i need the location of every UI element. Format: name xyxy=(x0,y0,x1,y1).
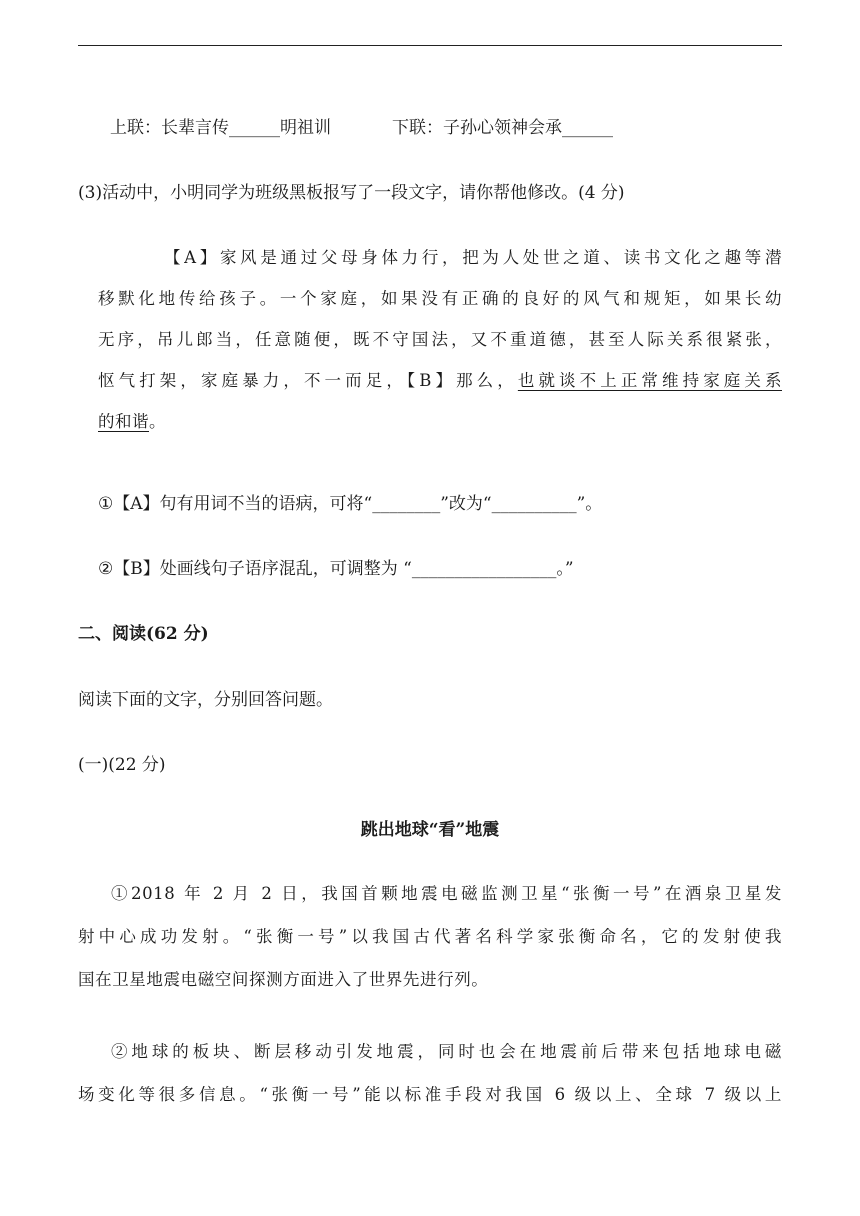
part-1-label: (一)(22 分) xyxy=(78,755,166,775)
couplet-upper: 上联：长辈言传______明祖训 xyxy=(110,118,331,138)
article-p1-line-3: 国在卫星地震电磁空间探测方面进入了世界先进行列。 xyxy=(78,970,489,989)
article-paragraph-2-cont xyxy=(78,1073,782,1116)
sub-question-2: ②【B】处画线句子语序混乱，可调整为 “_________________。” xyxy=(98,559,574,579)
passage-line-2: 移默化地传给孩子。一个家庭，如果没有正确的良好的风气和规矩，如果长幼 xyxy=(98,289,782,308)
article-title: 跳出地球“看”地震 xyxy=(360,820,500,840)
article-p1-line-2: 射中心成功发射。“张衡一号”以我国古代著名科学家张衡命名，它的发射使我 xyxy=(78,927,782,946)
header-rule xyxy=(78,45,782,46)
article-paragraph-1-cont xyxy=(78,915,782,1001)
passage-underlined-sentence-b: 的和谐 xyxy=(98,412,149,431)
passage-line-4-plain: 怄气打架，家庭暴力，不一而足，【B】那么， xyxy=(98,371,518,390)
passage-underlined-sentence-a: 也就谈不上正常维持家庭关系 xyxy=(517,371,782,390)
passage-line-5 xyxy=(98,401,782,442)
passage-line-3: 无序，吊儿郎当，任意随便，既不守国法，又不重道德，甚至人际关系很紧张， xyxy=(98,330,782,349)
article-p2-line-2: 场变化等很多信息。“张衡一号”能以标准手段对我国 6 级以上、全球 7 级以上 xyxy=(78,1085,782,1104)
article-paragraph-1 xyxy=(78,872,782,915)
section-2-heading: 二、阅读(62 分) xyxy=(78,624,209,644)
passage-line-1: 【A】家风是通过父母身体力行，把为人处世之道、读书文化之趣等潜 xyxy=(164,248,782,267)
reading-instruction: 阅读下面的文字，分别回答问题。 xyxy=(78,690,333,710)
passage-line-4 xyxy=(98,360,782,401)
article-paragraph-2 xyxy=(78,1030,782,1073)
article-p1-line-1: ①2018 年 2 月 2 日，我国首颗地震电磁监测卫星“张衡一号”在酒泉卫星发 xyxy=(111,884,782,903)
couplet-lower: 下联：子孙心领神会承______ xyxy=(392,118,613,138)
question-3-prompt: (3)活动中，小明同学为班级黑板报写了一段文字，请你帮他修改。(4 分) xyxy=(78,183,625,203)
passage-line-5-end: 。 xyxy=(149,412,166,431)
article-p2-line-1: ②地球的板块、断层移动引发地震，同时也会在地震前后带来包括地球电磁 xyxy=(111,1042,782,1061)
blackboard-passage xyxy=(98,237,782,442)
sub-question-1: ①【A】句有用词不当的语病，可将“________”改为“__________”。 xyxy=(98,494,603,514)
